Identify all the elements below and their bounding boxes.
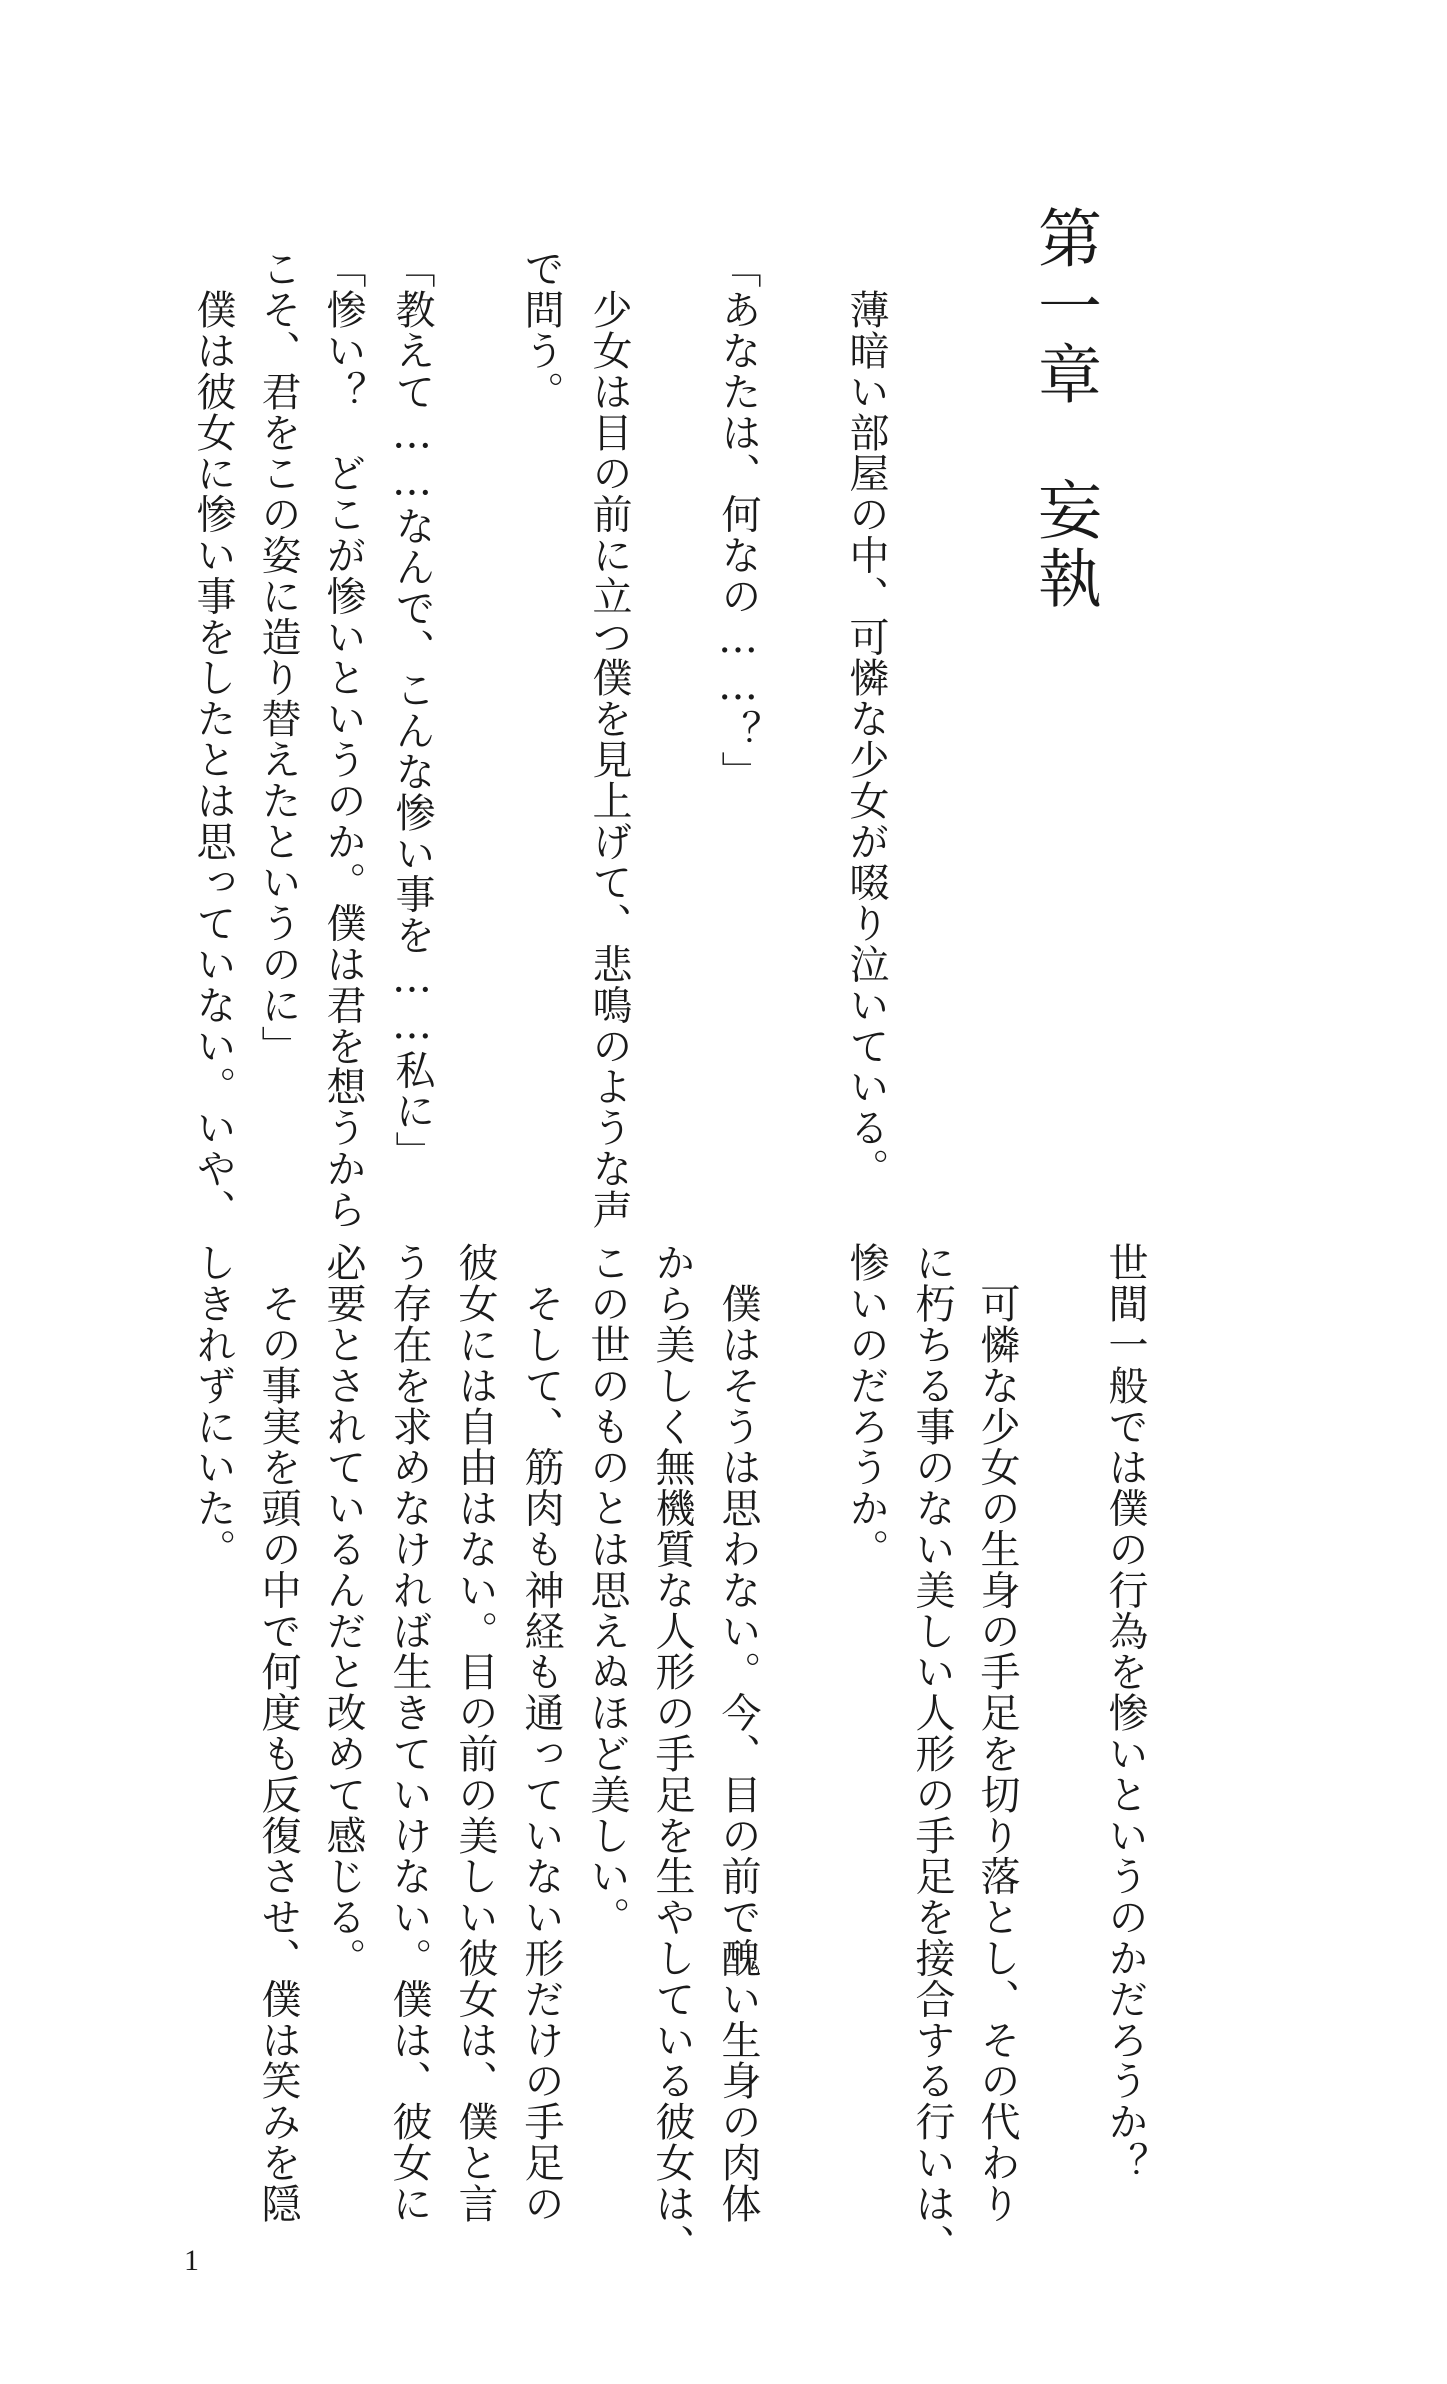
text-line: 薄暗い部屋の中、可憐な少女が啜り泣いている。 xyxy=(843,248,889,1189)
page-number: 1 xyxy=(184,2244,199,2277)
text-line: で問う。 xyxy=(518,248,564,412)
text-line: に朽ちる事のない美しい人形の手足を接合する行いは、 xyxy=(909,1242,955,2265)
text-line: しきれずにいた。 xyxy=(190,1242,236,1570)
text-line: 僕はそうは思わない。今、目の前で醜い生身の肉体 xyxy=(715,1242,761,2224)
text-line: から美しく無機質な人形の手足を生やしている彼女は、 xyxy=(649,1242,695,2265)
text-line: そして、筋肉も神経も通っていない形だけの手足の xyxy=(518,1242,564,2224)
text-line: この世のものとは思えぬほど美しい。 xyxy=(584,1242,630,1938)
chapter-title: 第一章 妄執 xyxy=(1027,205,1101,613)
text-line: 彼女には自由はない。目の前の美しい彼女は、僕と言 xyxy=(452,1242,498,2224)
text-line: 「惨い？ どこが惨いというのか。僕は君を想うから xyxy=(320,248,366,1230)
text-line: う存在を求めなければ生きていけない。僕は、彼女に xyxy=(386,1242,432,2224)
text-line: 「あなたは、何なの……？」 xyxy=(715,248,761,792)
text-line: 少女は目の前に立つ僕を見上げて、悲鳴のような声 xyxy=(586,248,632,1230)
text-line: 必要とされているんだと改めて感じる。 xyxy=(320,1242,366,1979)
text-line: 可憐な少女の生身の手足を切り落とし、その代わり xyxy=(974,1242,1020,2224)
text-line: 世間一般では僕の行為を惨いというのかだろうか？ xyxy=(1102,1242,1148,2183)
text-line: 惨いのだろうか。 xyxy=(843,1242,889,1570)
text-line: その事実を頭の中で何度も反復させ、僕は笑みを隠 xyxy=(255,1242,301,2224)
text-line: 「教えて……なんで、こんな惨い事を……私に」 xyxy=(389,248,435,1172)
text-line: こそ、君をこの姿に造り替えたというのに」 xyxy=(255,248,301,1066)
text-line: 僕は彼女に惨い事をしたとは思っていない。いや、 xyxy=(190,248,236,1230)
